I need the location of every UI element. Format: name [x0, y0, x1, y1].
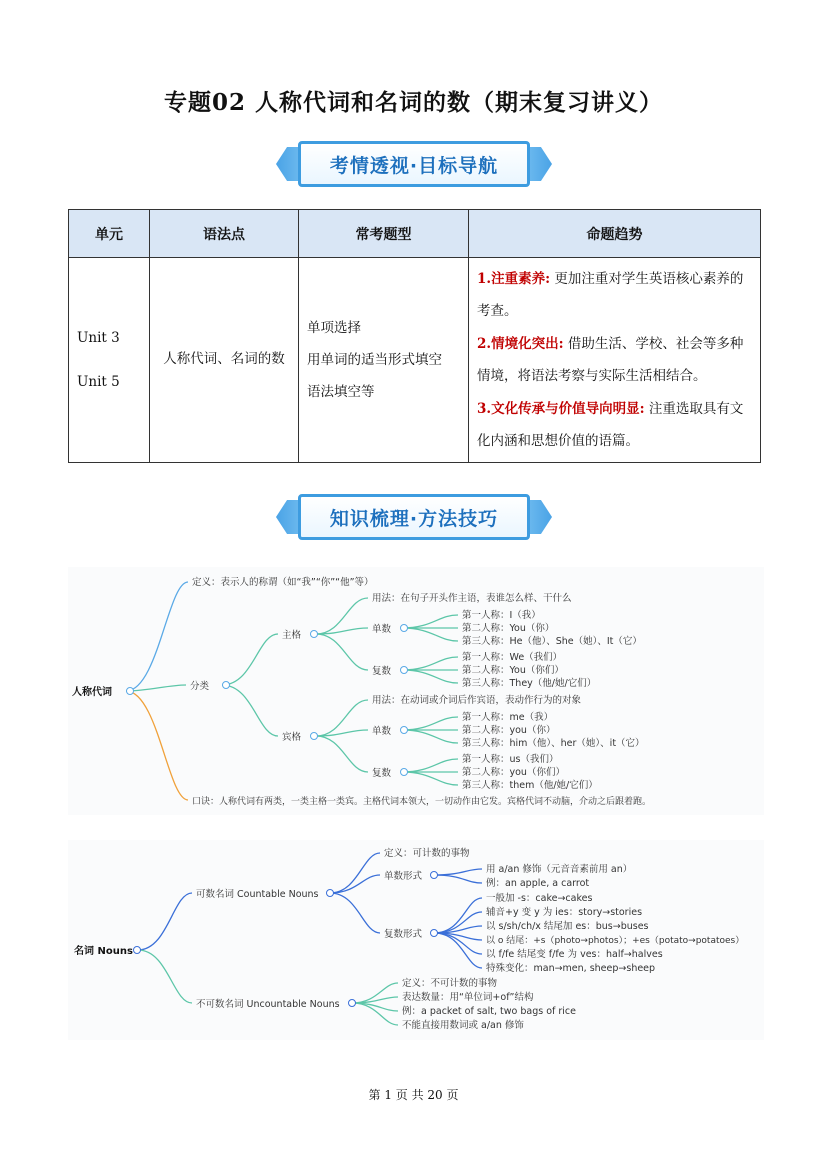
map-node: 不可数名词 Uncountable Nouns — [196, 999, 340, 1010]
banner-label: 考情透视·目标导航 — [298, 141, 530, 187]
trend-item — [477, 328, 752, 393]
map-node: 定义：表示人的称谓（如“我”“你”“他”等） — [192, 577, 374, 588]
section-banner-knowledge — [276, 494, 552, 540]
cell-grammar — [150, 258, 299, 463]
trend-text: 注重选取具有文化内涵和思想价值的语篇。 — [477, 400, 744, 449]
map-root-pronoun: 人称代词 — [72, 687, 112, 698]
map-leaf: 以 o 结尾：+s（photo→photos）；+es（potato→potatoes） — [486, 936, 745, 946]
map-leaf: 第二人称：you（你） — [462, 725, 556, 736]
unit-label: Unit 3 — [77, 330, 120, 346]
map-leaf: 第一人称：I（我） — [462, 610, 541, 621]
trend-text: 借助生活、学校、社会等多种情境，将语法考察与实际生活相结合。 — [477, 335, 744, 384]
header-trends: 命题趋势 — [469, 210, 761, 258]
unit-label: Unit 5 — [77, 374, 120, 390]
map-leaf: 例：a packet of salt, two bags of rice — [402, 1006, 576, 1017]
map-leaf: 不能直接用数词或 a/an 修饰 — [402, 1020, 524, 1031]
map-leaf: 特殊变化：man→men, sheep→sheep — [486, 963, 656, 974]
unit-table — [68, 209, 761, 463]
map-leaf: 第二人称：You（你们） — [462, 665, 564, 676]
map-node: 口诀：人称代词有两类，一类主格一类宾。主格代词本领大，一切动作由它发。宾格代词不动脑，介动之后跟着跑。 — [192, 797, 652, 807]
cell-types — [299, 258, 469, 463]
trend-label: 1.注重素养: — [477, 270, 551, 287]
map-root-noun: 名词 Nouns — [74, 946, 133, 957]
map-leaf: 定义：不可计数的事物 — [402, 978, 498, 989]
page-footer: 第 1 页 共 20 页 — [368, 1088, 459, 1102]
map-leaf: 表达数量：用“单位词+of”结构 — [402, 992, 534, 1003]
map-leaf: 第三人称：They（他/她/它们） — [462, 678, 597, 689]
trend-item — [477, 393, 752, 458]
question-type: 语法填空等 — [307, 384, 375, 400]
map-node: 复数形式 — [384, 929, 423, 940]
trend-item — [477, 263, 752, 328]
map-node: 单数形式 — [384, 871, 423, 882]
trend-label: 3.文化传承与价值导向明显: — [477, 400, 645, 417]
map-leaf: 第一人称：us（我们） — [462, 754, 559, 765]
header-unit: 单元 — [69, 210, 150, 258]
map-node: 宾格 — [282, 732, 302, 743]
grammar-point: 人称代词、名词的数 — [163, 351, 285, 368]
map-leaf: 以 s/sh/ch/x 结尾加 es：bus→buses — [486, 921, 649, 932]
map-leaf: 第三人称：He（他）、She（她）、It（它） — [462, 636, 642, 647]
map-leaf: 以 f/fe 结尾变 f/fe 为 ves：half→halves — [486, 949, 663, 960]
map-leaf: 辅音+y 变 y 为 ies：story→stories — [486, 907, 643, 918]
map-node: 复数 — [372, 768, 392, 779]
map-leaf: 用 a/an 修饰（元音音素前用 an） — [486, 864, 633, 875]
cell-trends — [469, 258, 761, 463]
map-leaf: 第三人称：them（他/她/它们） — [462, 780, 598, 791]
map-node: 用法：在动词或介词后作宾语，表动作行为的对象 — [372, 695, 582, 706]
map-node: 主格 — [282, 630, 302, 641]
table-row — [69, 258, 761, 463]
banner-label: 知识梳理·方法技巧 — [298, 494, 530, 540]
page-title: 专题02 人称代词和名词的数（期末复习讲义） — [163, 89, 663, 116]
question-type: 单项选择 — [307, 320, 361, 336]
map-node: 单数 — [372, 624, 392, 635]
map-leaf: 例：an apple, a carrot — [486, 878, 590, 889]
header-types: 常考题型 — [299, 210, 469, 258]
map-leaf: 第二人称：you（你们） — [462, 767, 565, 778]
map-leaf: 一般加 -s：cake→cakes — [486, 893, 593, 904]
header-grammar: 语法点 — [150, 210, 299, 258]
map-node: 单数 — [372, 726, 392, 737]
cell-units — [69, 258, 150, 463]
map-leaf: 第一人称：me（我） — [462, 712, 554, 723]
question-type: 用单词的适当形式填空 — [307, 352, 442, 368]
map-node: 定义：可计数的事物 — [384, 848, 470, 859]
trend-label: 2.情境化突出: — [477, 335, 564, 352]
map-node: 复数 — [372, 666, 392, 677]
map-node: 用法：在句子开头作主语，表谁怎么样、干什么 — [372, 593, 572, 604]
map-leaf: 第二人称：You（你） — [462, 623, 555, 634]
trend-text: 更加注重对学生英语核心素养的考查。 — [477, 270, 744, 319]
noun-mind-map — [68, 840, 764, 1040]
map-node: 分类 — [190, 681, 210, 692]
pronoun-mind-map — [68, 567, 764, 815]
map-node: 可数名词 Countable Nouns — [196, 889, 319, 900]
section-banner-overview — [276, 141, 552, 187]
map-leaf: 第一人称：We（我们） — [462, 652, 563, 663]
map-leaf: 第三人称：him（他）、her（她）、it（它） — [462, 738, 645, 749]
